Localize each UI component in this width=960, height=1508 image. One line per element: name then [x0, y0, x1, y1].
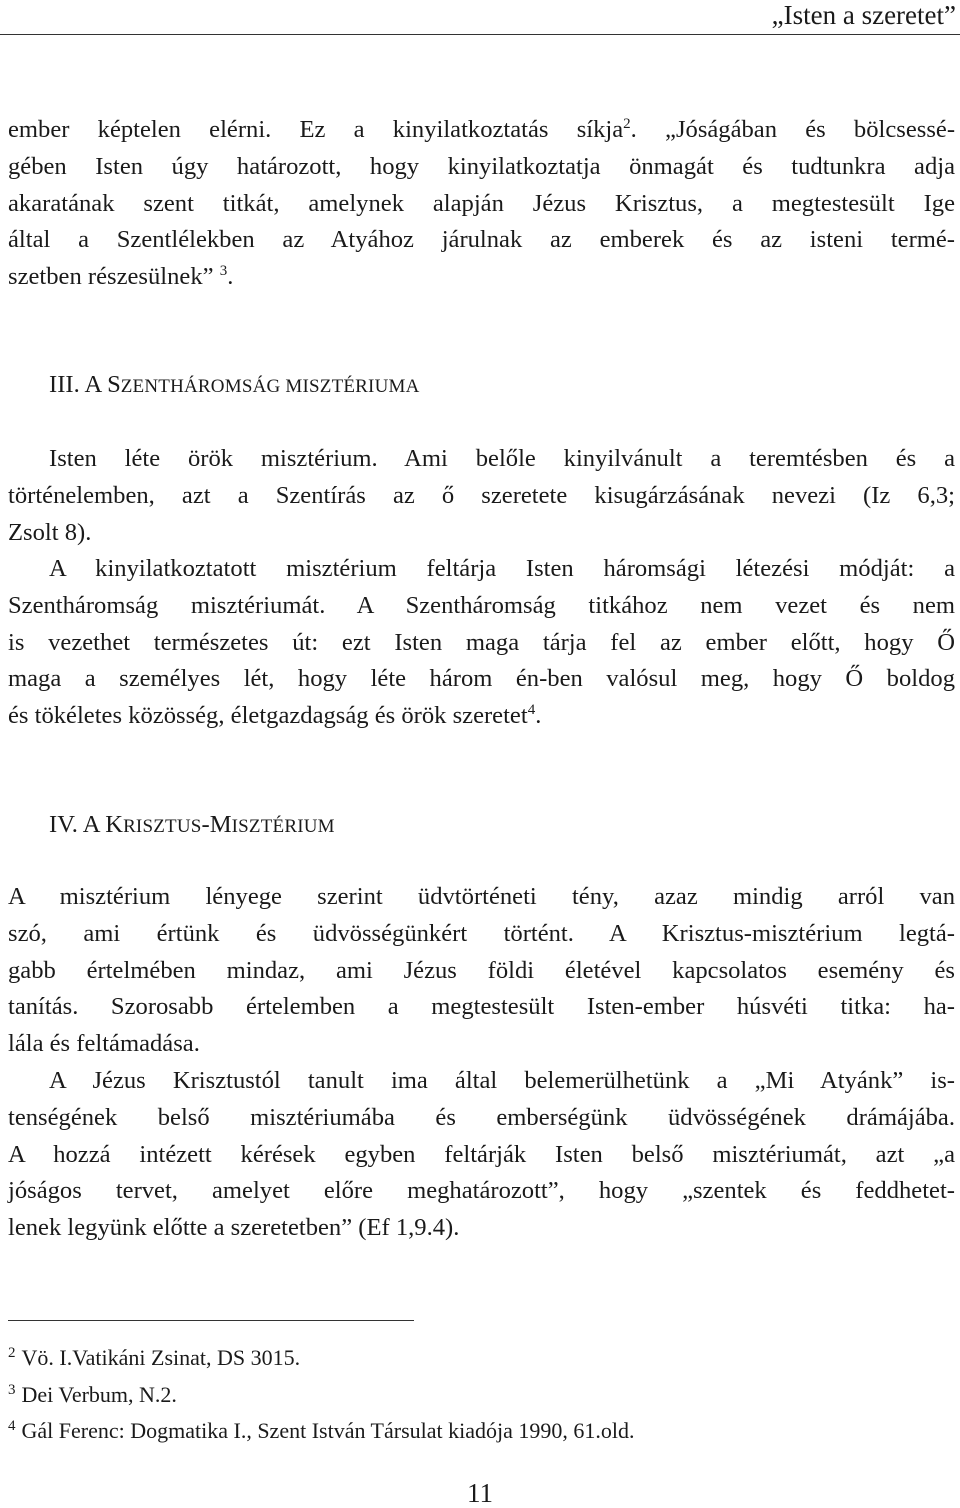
page-number: 11	[467, 1478, 493, 1508]
text-line: ember képtelen elérni. Ez a kinyilatkoztatás síkja$^2$. „Jóságában és bölcsessé-	[8, 116, 956, 143]
text-line: gabb értelmében mindaz, ami Jézus földi életével kapcsolatos esemény és	[8, 956, 955, 984]
running-header	[0, 0, 960, 36]
text-line: és tökéletes közösség, életgazdagság és örök szeretet$^4$.	[8, 702, 542, 730]
text-line: Isten léte örök misztérium. Ami belőle kinyilvánult a teremtésben és a	[49, 445, 955, 472]
text-line: Zsolt 8).	[8, 518, 92, 546]
section-heading-iii: III. A SZENTHÁROMSÁG MISZTÉRIUMA	[49, 371, 420, 398]
footnote-ref: 3	[219, 263, 228, 280]
paragraph	[8, 551, 955, 735]
text-line: maga a személyes lét, hogy léte három én-ben valósul meg, hogy Ő boldog	[8, 665, 955, 693]
paragraph	[8, 1063, 955, 1247]
text-line: Szentháromság misztériumát. A Szentháromság titkához nem vezet és nem	[8, 591, 955, 619]
text-line: A Jézus Krisztustól tanult ima által belemerülhetünk a „Mi Atyánk” is-	[49, 1067, 955, 1094]
text-line: által a Szentlélekben az Atyához járulnak az emberek és az isteni termé-	[8, 226, 955, 254]
text-line: lála és feltámadása.	[8, 1030, 200, 1058]
running-header-title: „Isten a szeretet”	[771, 0, 956, 30]
footnote-separator	[8, 1320, 414, 1321]
text-line: is vezethet természetes út: ezt Isten maga tárja fel az ember előtt, hogy Ő	[8, 628, 955, 656]
footnote: $^2$ Vö. I.Vatikáni Zsinat, DS 3015.	[8, 1345, 301, 1370]
text-line: tenségének belső misztériumába és emberségünk üdvösségének drámájába.	[8, 1103, 955, 1131]
text-line: szetben részesülnek” $^3$.	[8, 263, 234, 291]
text-line: szó, ami értünk és üdvösségünkért történt. A Krisztus-misztérium legtá-	[8, 919, 955, 947]
paragraph	[8, 879, 955, 1063]
paragraph-continuation	[8, 112, 955, 296]
footnote: $^4$ Gál Ferenc: Dogmatika I., Szent István Társulat kiadója 1990, 61.old.	[8, 1418, 635, 1443]
text-line: A misztérium lényege szerint üdvtörténeti tény, azaz mindig arról van	[8, 883, 955, 910]
text-line: gében Isten úgy határozott, hogy kinyilatkoztatja önmagát és tudtunkra adja	[8, 152, 955, 180]
section-heading-iv: IV. A KRISZTUS-MISZTÉRIUM	[49, 811, 335, 838]
footnote-ref: 2	[623, 116, 631, 132]
text-line: A kinyilatkoztatott misztérium feltárja Isten háromsági létezési módját: a	[49, 555, 955, 582]
footnote-ref: 4	[527, 702, 536, 719]
text-line: akaratának szent titkát, amelynek alapján Jézus Krisztus, a megtestesült Ige	[8, 189, 955, 217]
text-line: történelemben, azt a Szentírás az ő szeretete kisugárzásának nevezi (Iz 6,3;	[8, 481, 955, 509]
text-line: A hozzá intézett kérések egyben feltárják Isten belső misztériumát, azt „a	[8, 1140, 955, 1168]
footnote: $^3$ Dei Verbum, N.2.	[8, 1381, 177, 1407]
text-line: jóságos tervet, amelyet előre meghatározott”, hogy „szentek és feddhetet-	[8, 1177, 955, 1205]
text-line: tanítás. Szorosabb értelemben a megtestesült Isten-ember húsvéti titka: ha-	[8, 993, 955, 1021]
footnotes	[8, 1340, 635, 1450]
header-rule	[0, 34, 960, 35]
paragraph	[8, 441, 955, 551]
text-line: lenek legyünk előtte a szeretetben” (Ef 1,9.4).	[8, 1214, 460, 1242]
